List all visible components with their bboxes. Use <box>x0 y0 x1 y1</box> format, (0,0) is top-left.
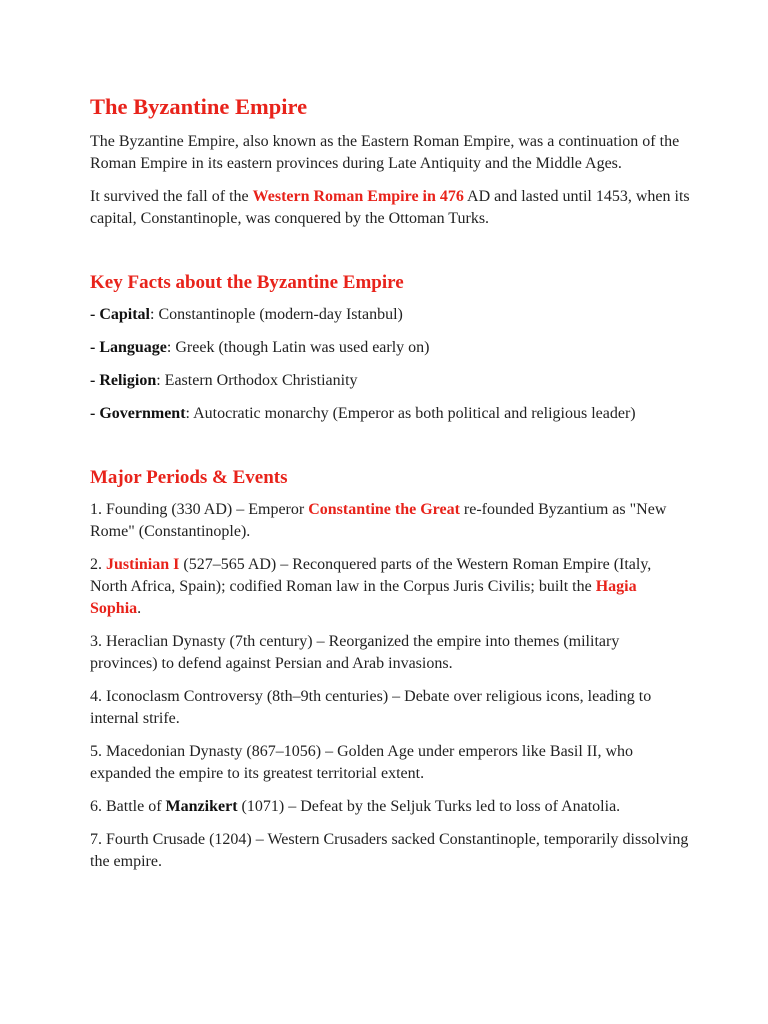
fact-value: : Constantinople (modern-day Istanbul) <box>150 306 403 323</box>
fact-label: - Language <box>90 339 167 356</box>
page-title: The Byzantine Empire <box>90 94 308 119</box>
fact-label: - Capital <box>90 306 150 323</box>
fact-value: : Greek (though Latin was used early on) <box>166 339 430 356</box>
highlight-justinian: Justinian I <box>106 556 180 573</box>
event-text: (527–565 AD) – Reconquered parts of the Western Roman Empire (Italy, North Africa, Spain); codified Roman law in the Corpus Juris Civilis; built the <box>90 556 652 595</box>
event-1 <box>90 499 690 543</box>
event-4: 4. Iconoclasm Controversy (8th–9th centuries) – Debate over religious icons, leading to internal strife. <box>90 688 652 727</box>
fact-value: : Autocratic monarchy (Emperor as both political and religious leader) <box>185 405 636 422</box>
event-text: 6. Battle of <box>90 798 166 815</box>
event-2 <box>90 554 690 620</box>
event-text: . <box>137 600 142 617</box>
event-6 <box>90 796 690 818</box>
key-facts-heading: Key Facts about the Byzantine Empire <box>90 272 404 293</box>
intro-p2-text-before: It survived the fall of the <box>90 188 253 205</box>
event-number: 2. <box>90 556 106 573</box>
event-7: 7. Fourth Crusade (1204) – Western Crusaders sacked Constantinople, temporarily dissolving the empire. <box>90 831 689 870</box>
intro-paragraph-1: The Byzantine Empire, also known as the Eastern Roman Empire, was a continuation of the Roman Empire in its eastern provinces during Late Antiquity and the Middle Ages. <box>90 133 680 172</box>
highlight-western-roman-empire: Western Roman Empire in 476 <box>252 188 464 205</box>
intro-p2-text-after: AD and lasted until 1453, when its capital, Constantinople, was conquered by the Ottoman Turks. <box>90 188 690 227</box>
fact-religion <box>90 370 690 392</box>
document-page <box>90 94 690 884</box>
fact-government <box>90 403 690 425</box>
event-5: 5. Macedonian Dynasty (867–1056) – Golden Age under emperors like Basil II, who expanded the empire to its greatest territorial extent. <box>90 743 633 782</box>
bold-manzikert: Manzikert <box>165 798 238 815</box>
event-3: 3. Heraclian Dynasty (7th century) – Reorganized the empire into themes (military provinces) to defend against Persian and Arab invasions. <box>90 633 620 672</box>
intro-paragraph-2 <box>90 186 690 230</box>
highlight-hagia-sophia: Hagia Sophia <box>90 578 637 617</box>
event-text: 1. Founding (330 AD) – Emperor <box>90 501 309 518</box>
event-text: (1071) – Defeat by the Seljuk Turks led to loss of Anatolia. <box>237 798 621 815</box>
fact-language <box>90 337 690 359</box>
major-periods-heading: Major Periods & Events <box>90 467 288 488</box>
fact-label: - Religion <box>90 372 157 389</box>
fact-label: - Government <box>90 405 186 422</box>
fact-capital <box>90 304 690 326</box>
fact-value: : Eastern Orthodox Christianity <box>156 372 358 389</box>
event-text: re-founded Byzantium as "New Rome" (Constantinople). <box>90 501 667 540</box>
highlight-constantine: Constantine the Great <box>308 501 460 518</box>
